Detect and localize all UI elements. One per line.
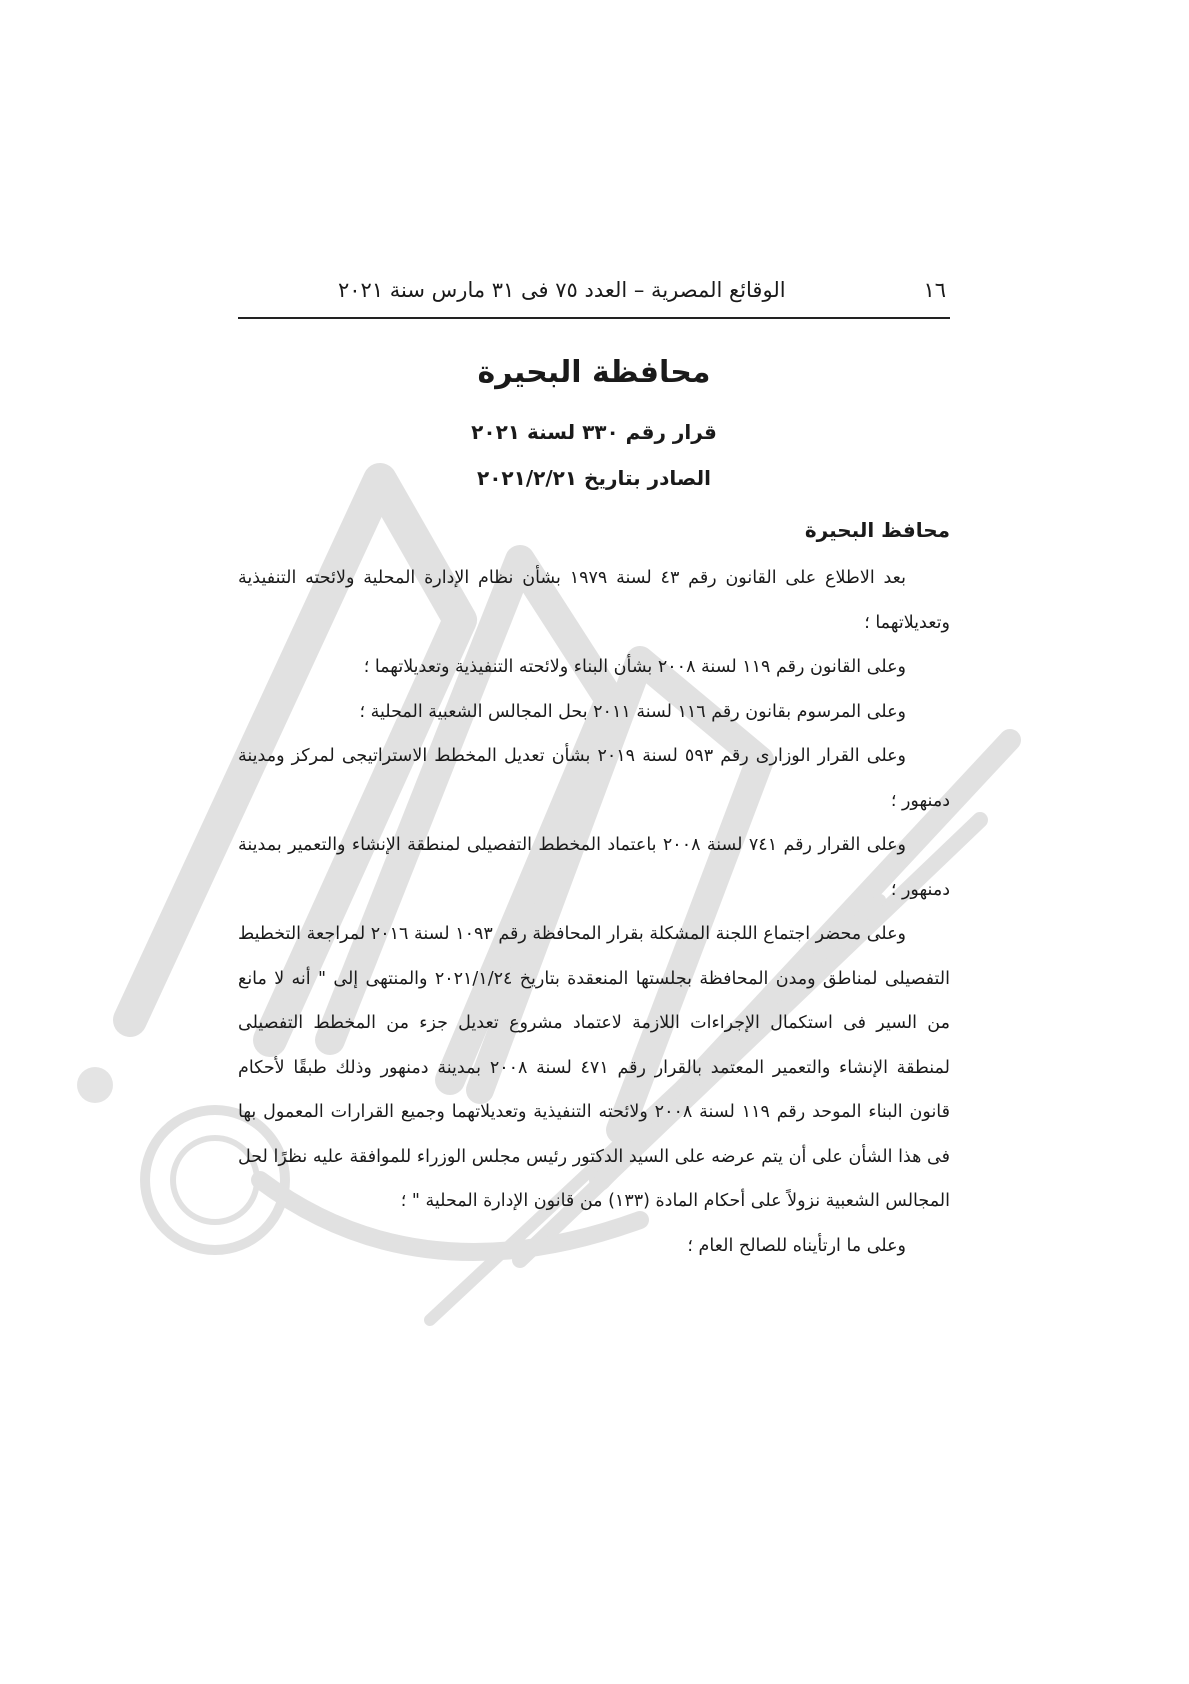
preamble-paragraph: وعلى القرار الوزارى رقم ٥٩٣ لسنة ٢٠١٩ بشأن تعديل المخطط الاستراتيجى لمركز ومدينة دمنهور ؛ [238,746,950,811]
header-divider [238,317,950,319]
preamble-paragraph: بعد الاطلاع على القانون رقم ٤٣ لسنة ١٩٧٩ بشأن نظام الإدارة المحلية ولائحته التنفيذية وتعديلاتهما ؛ [238,568,950,633]
preamble-paragraph: وعلى محضر اجتماع اللجنة المشكلة بقرار المحافظة رقم ١٠٩٣ لسنة ٢٠١٦ لمراجعة التخطيط التفصيلى لمناطق ومدن المحافظة بجلستها المنعقدة بتاريخ ٢٠٢١/١/٢٤ والمنتهى إلى " أنه لا مانع من السير فى استكمال الإجراءات اللازمة لاعتماد مشروع تعديل جزء من المخطط التفصيلى لمنطقة الإنشاء والتعمير المعتمد بالقرار رقم ٤٧١ لسنة ٢٠٠٨ بمدينة دمنهور وذلك طبقًا لأحكام قانون البناء الموحد رقم ١١٩ لسنة ٢٠٠٨ ولائحته التنفيذية وتعديلاتهما وجميع القرارات المعمول بها فى هذا الشأن على أن يتم عرضه على السيد الدكتور رئيس مجلس الوزراء للموافقة عليه نظرًا لحل المجالس الشعبية نزولاً على أحكام المادة (١٣٣) من قانون الإدارة المحلية " ؛ [238,924,951,1211]
preamble-paragraph: وعلى القانون رقم ١١٩ لسنة ٢٠٠٨ بشأن البناء ولائحته التنفيذية وتعديلاتهما ؛ [363,657,906,677]
preamble-paragraph: وعلى ما ارتأيناه للصالح العام ؛ [687,1235,906,1256]
issue-line: الوقائع المصرية – العدد ٧٥ فى ٣١ مارس سنة ٢٠٢١ [338,278,786,302]
decree-date: الصادر بتاريخ ٢٠٢١/٢/٢١ [477,466,711,490]
preamble-paragraph: وعلى المرسوم بقانون رقم ١١٦ لسنة ٢٠١١ بحل المجالس الشعبية المحلية ؛ [359,701,906,722]
issuer-heading: محافظ البحيرة [804,518,950,542]
running-header [238,272,950,308]
watermark-dot [77,1067,113,1103]
decree-body [238,556,950,1268]
page-title: محافظة البحيرة [477,355,711,390]
gazette-page [238,0,950,1684]
page-number: ١٦ [923,278,946,302]
preamble-paragraph: وعلى القرار رقم ٧٤١ لسنة ٢٠٠٨ باعتماد المخطط التفصيلى لمنطقة الإنشاء والتعمير بمدينة دمنهور ؛ [238,835,950,900]
decree-number: قرار رقم ٣٣٠ لسنة ٢٠٢١ [471,420,717,444]
